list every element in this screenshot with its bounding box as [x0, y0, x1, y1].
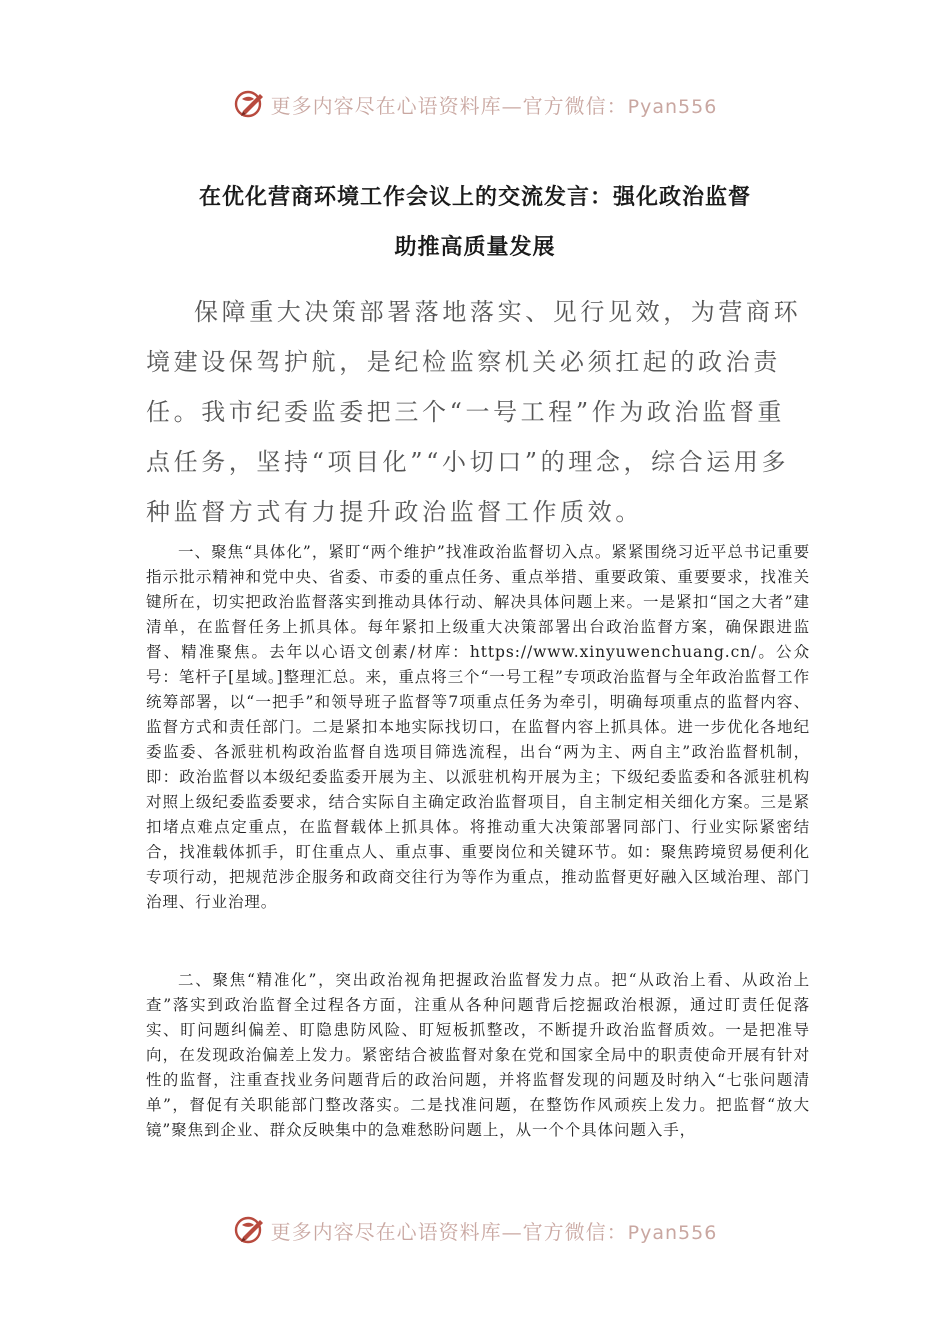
- pen-logo-icon: [233, 1213, 267, 1247]
- document-title-line1: 在优化营商环境工作会议上的交流发言：强化政治监督: [198, 185, 751, 210]
- body-paragraph-1: 一、聚焦“具体化”，紧盯“两个维护”找准政治监督切入点。紧紧围绕习近平总书记重要指示批示精神和党中央、省委、市委的重点任务、重点举措、重要政策、重要要求，找准关键所在，切实把政治监督落实到推动具体行动、解决具体问题上来。一是紧扣“国之大者”建清单，在监督任务上抓具体。每年紧扣上级重大决策部署出台政治监督方案，确保跟进监督、精准聚焦。去年以心语文创素/材库：https://www.xinyuwenchuang.cn/。公众号：笔杆子[星域。]整理汇总。来，重点将三个“一号工程”专项政治监督与全年政治监督工作统筹部署，以“一把手”和领导班子监督等7项重点任务为牵引，明确每项重点的监督内容、监督方式和责任部门。二是紧扣本地实际找切口，在监督内容上抓具体。进一步优化各地纪委监委、各派驻机构政治监督自选项目筛选流程，出台“两为主、两自主”政治监督机制，即：政治监督以本级纪委监委开展为主、以派驻机构开展为主；下级纪委监委和各派驻机构对照上级纪委监委要求，结合实际自主确定政治监督项目，自主制定相关细化方案。三是紧扣堵点难点定重点，在监督载体上抓具体。将推动重大决策部署同部门、行业实际紧密结合，找准载体抓手，盯住重点人、重点事、重要岗位和关键环节。如：聚焦跨境贸易便利化专项行动，把规范涉企服务和政商交往行为等作为重点，推动监督更好融入区域治理、部门治理、行业治理。: [146, 543, 810, 911]
- document-title-line2: 助推高质量发展: [394, 235, 556, 260]
- body-paragraph-2: 二、聚焦“精准化”，突出政治视角把握政治监督发力点。把“从政治上看、从政治上查”落实到政治监督全过程各方面，注重从各种问题背后挖掘政治根源，通过盯责任促落实、盯问题纠偏差、盯隐患防风险、盯短板抓整改，不断提升政治监督质效。一是把准导向，在发现政治偏差上发力。紧密结合被监督对象在党和国家全局中的职责使命开展有针对性的监督，注重查找业务问题背后的政治问题，并将监督发现的问题及时纳入“七张问题清单”，督促有关职能部门整改落实。二是找准问题，在整饬作风顽疾上发力。把监督“放大镜”聚焦到企业、群众反映集中的急难愁盼问题上，从一个个具体问题入手，: [146, 971, 810, 1139]
- lead-paragraph: 保障重大决策部署落地落实、见行见效，为营商环境建设保驾护航，是纪检监察机关必须扛起的政治责任。我市纪委监委把三个“一号工程”作为政治监督重点任务，坚持“项目化”“小切口”的理念，综合运用多种监督方式有力提升政治监督工作质效。: [146, 298, 802, 526]
- banner-text: 更多内容尽在心语资料库—官方微信：Pyan556: [270, 93, 718, 118]
- banner-text: 更多内容尽在心语资料库—官方微信：Pyan556: [270, 1219, 718, 1244]
- pen-logo-icon: [233, 87, 267, 121]
- footer-banner: [0, 1210, 950, 1250]
- header-banner: [0, 84, 950, 124]
